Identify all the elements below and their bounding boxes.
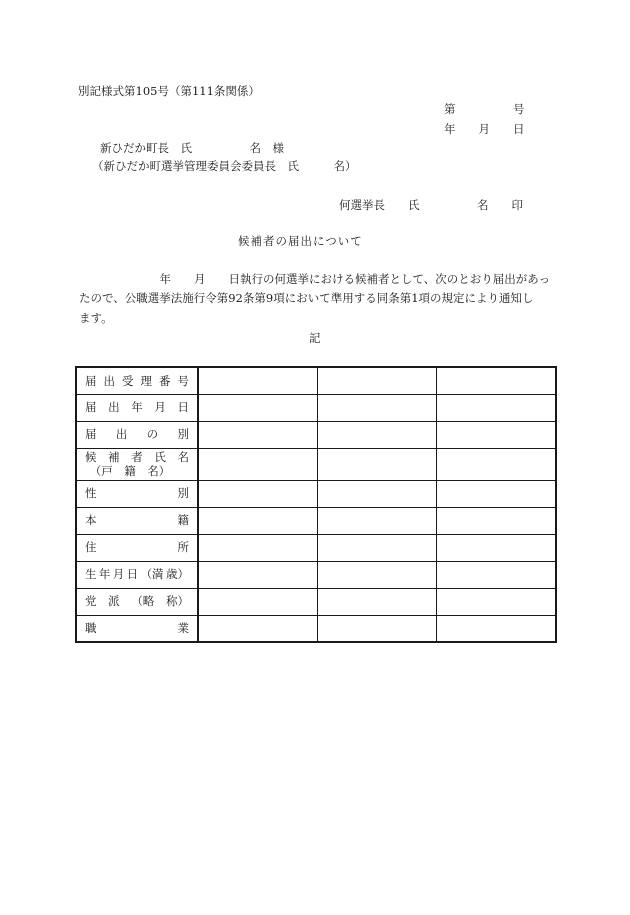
blank-entry-cell bbox=[317, 615, 436, 642]
blank-entry-cell bbox=[437, 480, 556, 507]
row-label-text bbox=[85, 450, 189, 464]
blank-entry-cell bbox=[317, 588, 436, 615]
row-label-text bbox=[85, 567, 189, 581]
row-label-char: 届 bbox=[85, 400, 97, 415]
body-text-line-3: ます。 bbox=[79, 311, 113, 325]
addressee: 新ひだか町長 氏 名 様 bbox=[100, 141, 284, 155]
row-label bbox=[76, 480, 198, 507]
table-row bbox=[76, 448, 556, 480]
blank-entry-cell bbox=[437, 588, 556, 615]
row-label-char: 性 bbox=[85, 486, 97, 501]
row-label-char: 受 bbox=[122, 373, 134, 388]
blank-entry-cell bbox=[198, 534, 317, 561]
row-label-text bbox=[85, 621, 189, 635]
row-label-char: 派 bbox=[108, 594, 120, 609]
row-label-text bbox=[85, 427, 189, 441]
blank-entry-cell bbox=[317, 534, 436, 561]
row-label-char: （満 bbox=[140, 567, 164, 582]
row-label bbox=[76, 507, 198, 534]
table-row bbox=[76, 480, 556, 507]
row-label-char: 届 bbox=[85, 373, 97, 388]
blank-entry-cell bbox=[437, 367, 556, 394]
blank-entry-cell bbox=[198, 615, 317, 642]
row-label bbox=[76, 367, 198, 394]
blank-entry-cell bbox=[437, 561, 556, 588]
row-label bbox=[76, 561, 198, 588]
row-label-char: 月 bbox=[154, 400, 166, 415]
row-label-char: 番 bbox=[159, 373, 171, 388]
row-label-char: 業 bbox=[177, 621, 189, 636]
row-label-char: 氏 bbox=[154, 449, 166, 464]
document-title: 候補者の届出について bbox=[238, 234, 363, 248]
blank-entry-cell bbox=[317, 480, 436, 507]
blank-entry-cell bbox=[198, 394, 317, 421]
table-row bbox=[76, 507, 556, 534]
row-label-text bbox=[85, 540, 189, 554]
row-label-char: 籍 bbox=[177, 513, 189, 528]
blank-entry-cell bbox=[437, 448, 556, 480]
row-label-char: 所 bbox=[177, 540, 189, 555]
row-label-char: 歳） bbox=[165, 567, 189, 582]
row-label-char: 本 bbox=[85, 513, 97, 528]
row-label-char: 別 bbox=[177, 427, 189, 442]
row-label-char: 別 bbox=[177, 486, 189, 501]
table-row bbox=[76, 367, 556, 394]
row-label-subtext: （戸 籍 名） bbox=[89, 464, 171, 478]
row-label-char: の bbox=[146, 427, 159, 442]
blank-entry-cell bbox=[437, 615, 556, 642]
row-label-char: 号 bbox=[177, 373, 189, 388]
row-label-char: 党 bbox=[85, 594, 97, 609]
row-label bbox=[76, 588, 198, 615]
table-row bbox=[76, 421, 556, 448]
row-label-text bbox=[85, 513, 189, 527]
row-label-char: 日 bbox=[177, 400, 189, 415]
row-label-char: 補 bbox=[108, 449, 120, 464]
blank-entry-cell bbox=[198, 588, 317, 615]
blank-entry-cell bbox=[437, 534, 556, 561]
addressee-alternate: （新ひだか町選挙管理委員会委員長 氏 名） bbox=[92, 159, 357, 173]
row-label-char: 住 bbox=[85, 540, 97, 555]
table-row bbox=[76, 534, 556, 561]
table-row bbox=[76, 615, 556, 642]
row-label-char: 名 bbox=[177, 449, 189, 464]
blank-entry-cell bbox=[198, 507, 317, 534]
blank-entry-cell bbox=[317, 421, 436, 448]
row-label-text bbox=[85, 400, 189, 414]
row-label bbox=[76, 421, 198, 448]
row-label-text bbox=[85, 594, 189, 608]
blank-entry-cell bbox=[437, 421, 556, 448]
row-label-char: 届 bbox=[85, 427, 97, 442]
blank-entry-cell bbox=[198, 480, 317, 507]
row-label bbox=[76, 615, 198, 642]
row-label-char: 者 bbox=[131, 449, 143, 464]
row-label-char: 年 bbox=[131, 400, 143, 415]
table-row bbox=[76, 561, 556, 588]
row-label-char: 称） bbox=[165, 594, 189, 609]
row-label-char: 出 bbox=[108, 400, 120, 415]
blank-entry-cell bbox=[317, 561, 436, 588]
sender-signature: 何選挙長 氏 名 印 bbox=[339, 198, 523, 212]
row-label-char: 理 bbox=[140, 373, 152, 388]
blank-entry-cell bbox=[437, 507, 556, 534]
blank-entry-cell bbox=[317, 367, 436, 394]
row-label-char: 職 bbox=[85, 621, 97, 636]
row-label-char: 出 bbox=[115, 427, 128, 442]
ki-heading: 記 bbox=[309, 331, 321, 345]
body-text-line-1: 年 月 日執行の何選挙における候補者として、次のとおり届出があっ bbox=[79, 272, 551, 286]
row-label-char: 出 bbox=[103, 373, 115, 388]
row-label bbox=[76, 534, 198, 561]
table-row bbox=[76, 394, 556, 421]
blank-entry-cell bbox=[198, 448, 317, 480]
blank-entry-cell bbox=[317, 507, 436, 534]
candidate-table bbox=[75, 366, 557, 643]
row-label-char: 候 bbox=[85, 449, 97, 464]
row-label-char: 生 bbox=[85, 567, 97, 582]
form-label: 別記様式第105号（第111条関係） bbox=[78, 84, 260, 98]
row-label-char: 月 bbox=[112, 567, 125, 582]
document-number: 第 号 bbox=[444, 102, 525, 116]
row-label-text bbox=[85, 374, 189, 388]
table-row bbox=[76, 588, 556, 615]
blank-entry-cell bbox=[198, 561, 317, 588]
row-label-char: 年 bbox=[98, 567, 111, 582]
blank-entry-cell bbox=[198, 421, 317, 448]
row-label-char: 日 bbox=[126, 567, 139, 582]
blank-entry-cell bbox=[437, 394, 556, 421]
blank-entry-cell bbox=[317, 448, 436, 480]
body-text-line-2: たので、公職選挙法施行令第92条第9項において準用する同条第1項の規定により通知し bbox=[79, 291, 534, 305]
row-label-char: （略 bbox=[131, 594, 155, 609]
blank-entry-cell bbox=[317, 394, 436, 421]
row-label-text bbox=[85, 486, 189, 500]
document-date: 年 月 日 bbox=[444, 122, 525, 136]
blank-entry-cell bbox=[198, 367, 317, 394]
row-label bbox=[76, 394, 198, 421]
row-label bbox=[76, 448, 198, 480]
